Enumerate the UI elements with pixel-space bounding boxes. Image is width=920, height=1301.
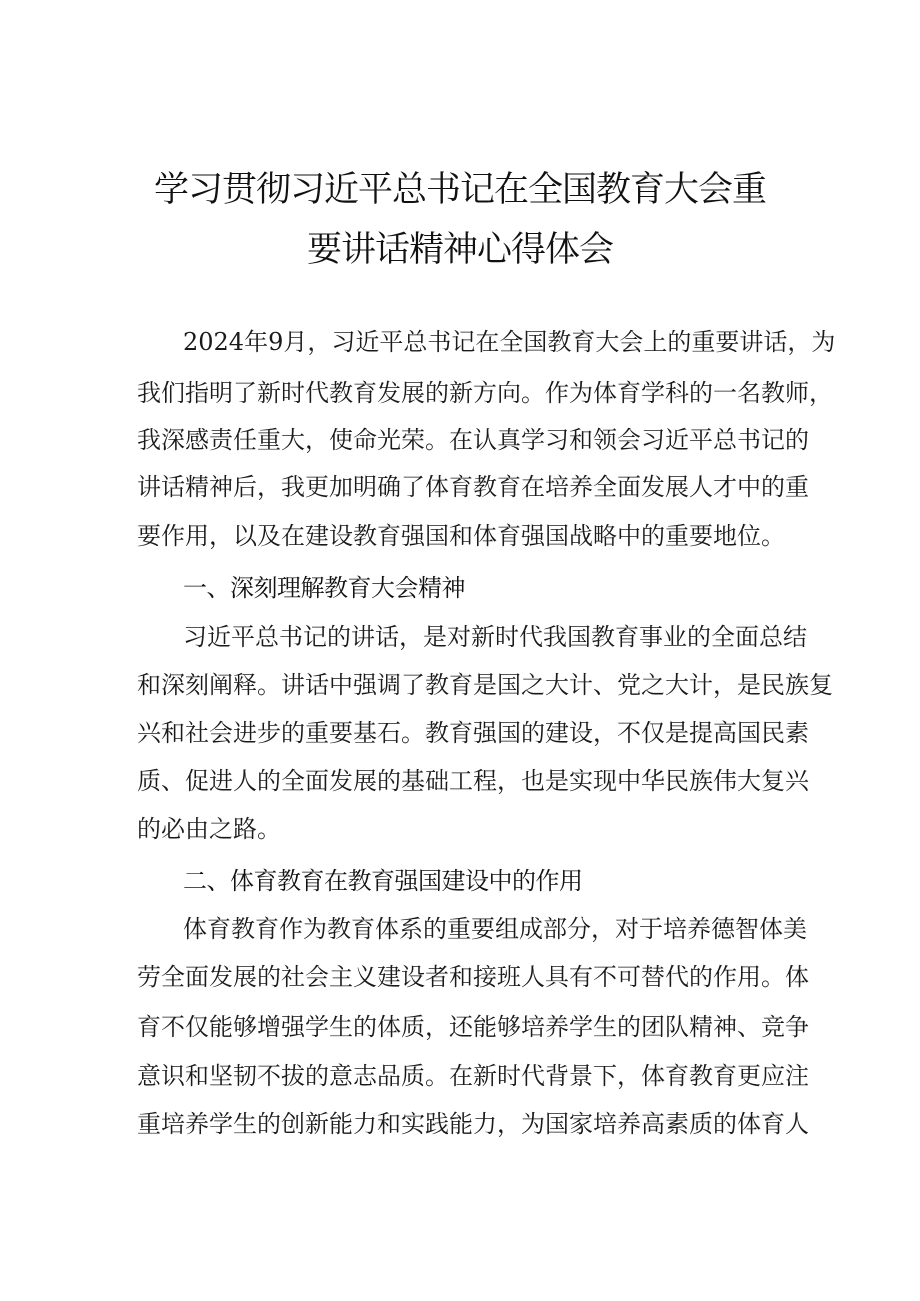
paragraph-2-line-4: 质、促进人的全面发展的基础工程，也是实现中华民族伟大复兴 [137,767,809,795]
paragraph-2-line-1: 习近平总书记的讲话，是对新时代我国教育事业的全面总结 [183,623,807,651]
paragraph-1-line-4: 讲话精神后，我更加明确了体育教育在培养全面发展人才中的重 [137,473,809,501]
paragraph-2-line-3: 兴和社会进步的重要基石。教育强国的建设，不仅是提高国民素 [137,719,809,747]
paragraph-3-line-5: 重培养学生的创新能力和实践能力，为国家培养高素质的体育人 [137,1110,809,1138]
document-title-line-2: 要讲话精神心得体会 [306,230,613,270]
paragraph-1-line-3: 我深感责任重大，使命光荣。在认真学习和领会习近平总书记的 [137,426,809,454]
paragraph-3-line-2: 劳全面发展的社会主义建设者和接班人具有不可替代的作用。体 [137,963,809,991]
paragraph-3-line-1: 体育教育作为教育体系的重要组成部分，对于培养德智体美 [183,915,807,943]
paragraph-2-line-5: 的必由之路。 [137,815,281,843]
paragraph-3-line-4: 意识和坚韧不拔的意志品质。在新时代背景下，体育教育更应注 [137,1062,809,1090]
paragraph-1-line-5: 要作用，以及在建设教育强国和体育强国战略中的重要地位。 [137,522,785,550]
paragraph-2-line-2: 和深刻阐释。讲话中强调了教育是国之大计、党之大计，是民族复 [137,671,833,699]
paragraph-1-line-2: 我们指明了新时代教育发展的新方向。作为体育学科的一名教师， [137,379,833,407]
document-title-line-1: 学习贯彻习近平总书记在全国教育大会重 [153,170,766,210]
section-heading-2: 二、体育教育在教育强国建设中的作用 [183,867,583,895]
section-heading-1: 一、深刻理解教育大会精神 [183,574,465,602]
paragraph-3-line-3: 育不仅能够增强学生的体质，还能够培养学生的团队精神、竞争 [137,1013,809,1041]
paragraph-1-line-1: 2024年9月，习近平总书记在全国教育大会上的重要讲话，为 [183,328,836,356]
